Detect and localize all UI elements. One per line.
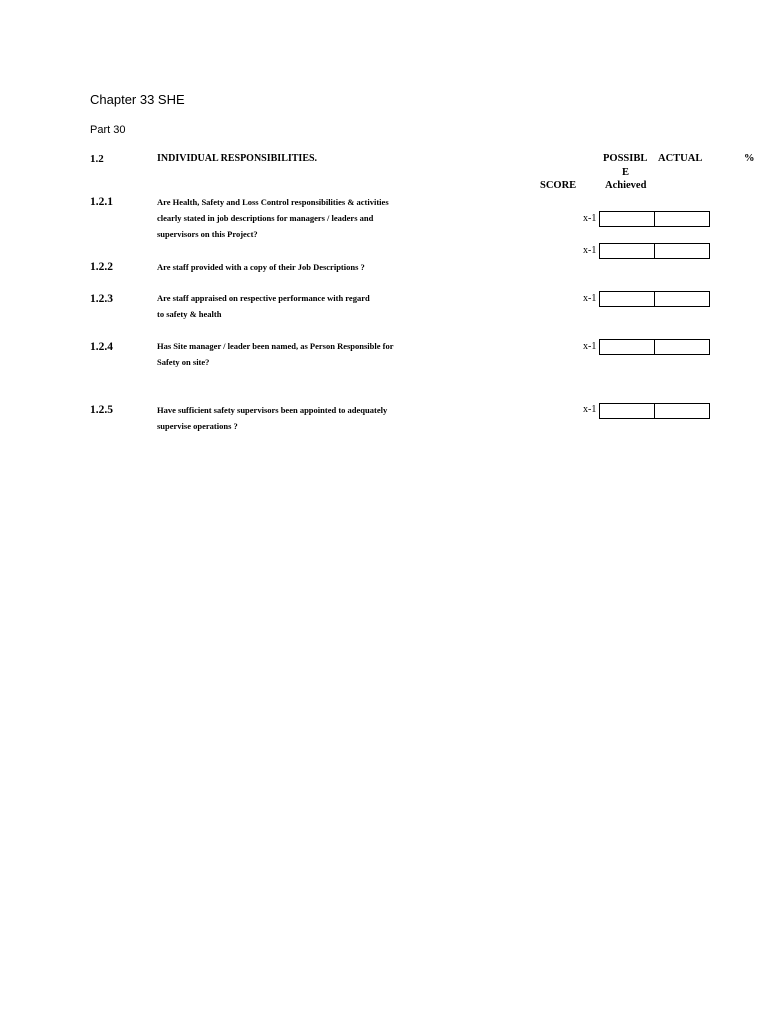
question-line: supervise operations ?: [157, 421, 238, 431]
question-line: Are Health, Safety and Loss Control responsibilities & activities: [157, 197, 389, 207]
question-number: 1.2.4: [90, 341, 113, 353]
question-text: [157, 402, 387, 434]
question-text: [157, 338, 394, 370]
question-number: 1.2.1: [90, 196, 113, 208]
column-header-achieved: Achieved: [605, 180, 647, 191]
question-line: Has Site manager / leader been named, as Person Responsible for: [157, 341, 394, 351]
question-line: clearly stated in job descriptions for managers / leaders and: [157, 213, 374, 223]
question-line: supervisors on this Project?: [157, 229, 258, 239]
score-entry-row: [599, 339, 710, 355]
part-label: Part 30: [90, 124, 126, 136]
score-multiplier: x-1: [583, 213, 597, 224]
question-line: Safety on site?: [157, 357, 210, 367]
question-line: Have sufficient safety supervisors been appointed to adequately: [157, 405, 388, 415]
question-line: to safety & health: [157, 309, 222, 319]
question-line: Are staff appraised on respective performance with regard: [157, 293, 370, 303]
chapter-title: Chapter 33 SHE: [90, 92, 185, 107]
column-header-possible-wrap: E: [622, 167, 630, 178]
column-header-actual: ACTUAL: [658, 153, 703, 164]
possible-score-box[interactable]: [600, 292, 655, 306]
column-header-score: SCORE: [540, 180, 577, 191]
actual-score-box[interactable]: [655, 244, 709, 258]
question-number: 1.2.3: [90, 293, 113, 305]
score-entry-row: [599, 211, 710, 227]
section-title: INDIVIDUAL RESPONSIBILITIES.: [157, 153, 318, 164]
question-line: Are staff provided with a copy of their Job Descriptions ?: [157, 262, 365, 272]
score-multiplier: x-1: [583, 245, 597, 256]
score-entry-row: [599, 291, 710, 307]
possible-score-box[interactable]: [600, 340, 655, 354]
actual-score-box[interactable]: [655, 292, 709, 306]
question-text: [157, 194, 389, 242]
actual-score-box[interactable]: [655, 212, 709, 226]
score-entry-row: [599, 243, 710, 259]
question-number: 1.2.5: [90, 404, 113, 416]
actual-score-box[interactable]: [655, 340, 709, 354]
column-header-possible: POSSIBL: [603, 153, 648, 164]
possible-score-box[interactable]: [600, 404, 655, 418]
column-header-percent: %: [744, 153, 755, 164]
possible-score-box[interactable]: [600, 212, 655, 226]
question-text: [157, 259, 365, 275]
score-entry-row: [599, 403, 710, 419]
question-number: 1.2.2: [90, 261, 113, 273]
score-multiplier: x-1: [583, 341, 597, 352]
score-multiplier: x-1: [583, 293, 597, 304]
section-number: 1.2: [90, 153, 104, 165]
possible-score-box[interactable]: [600, 244, 655, 258]
score-multiplier: x-1: [583, 404, 597, 415]
actual-score-box[interactable]: [655, 404, 709, 418]
question-text: [157, 290, 370, 322]
